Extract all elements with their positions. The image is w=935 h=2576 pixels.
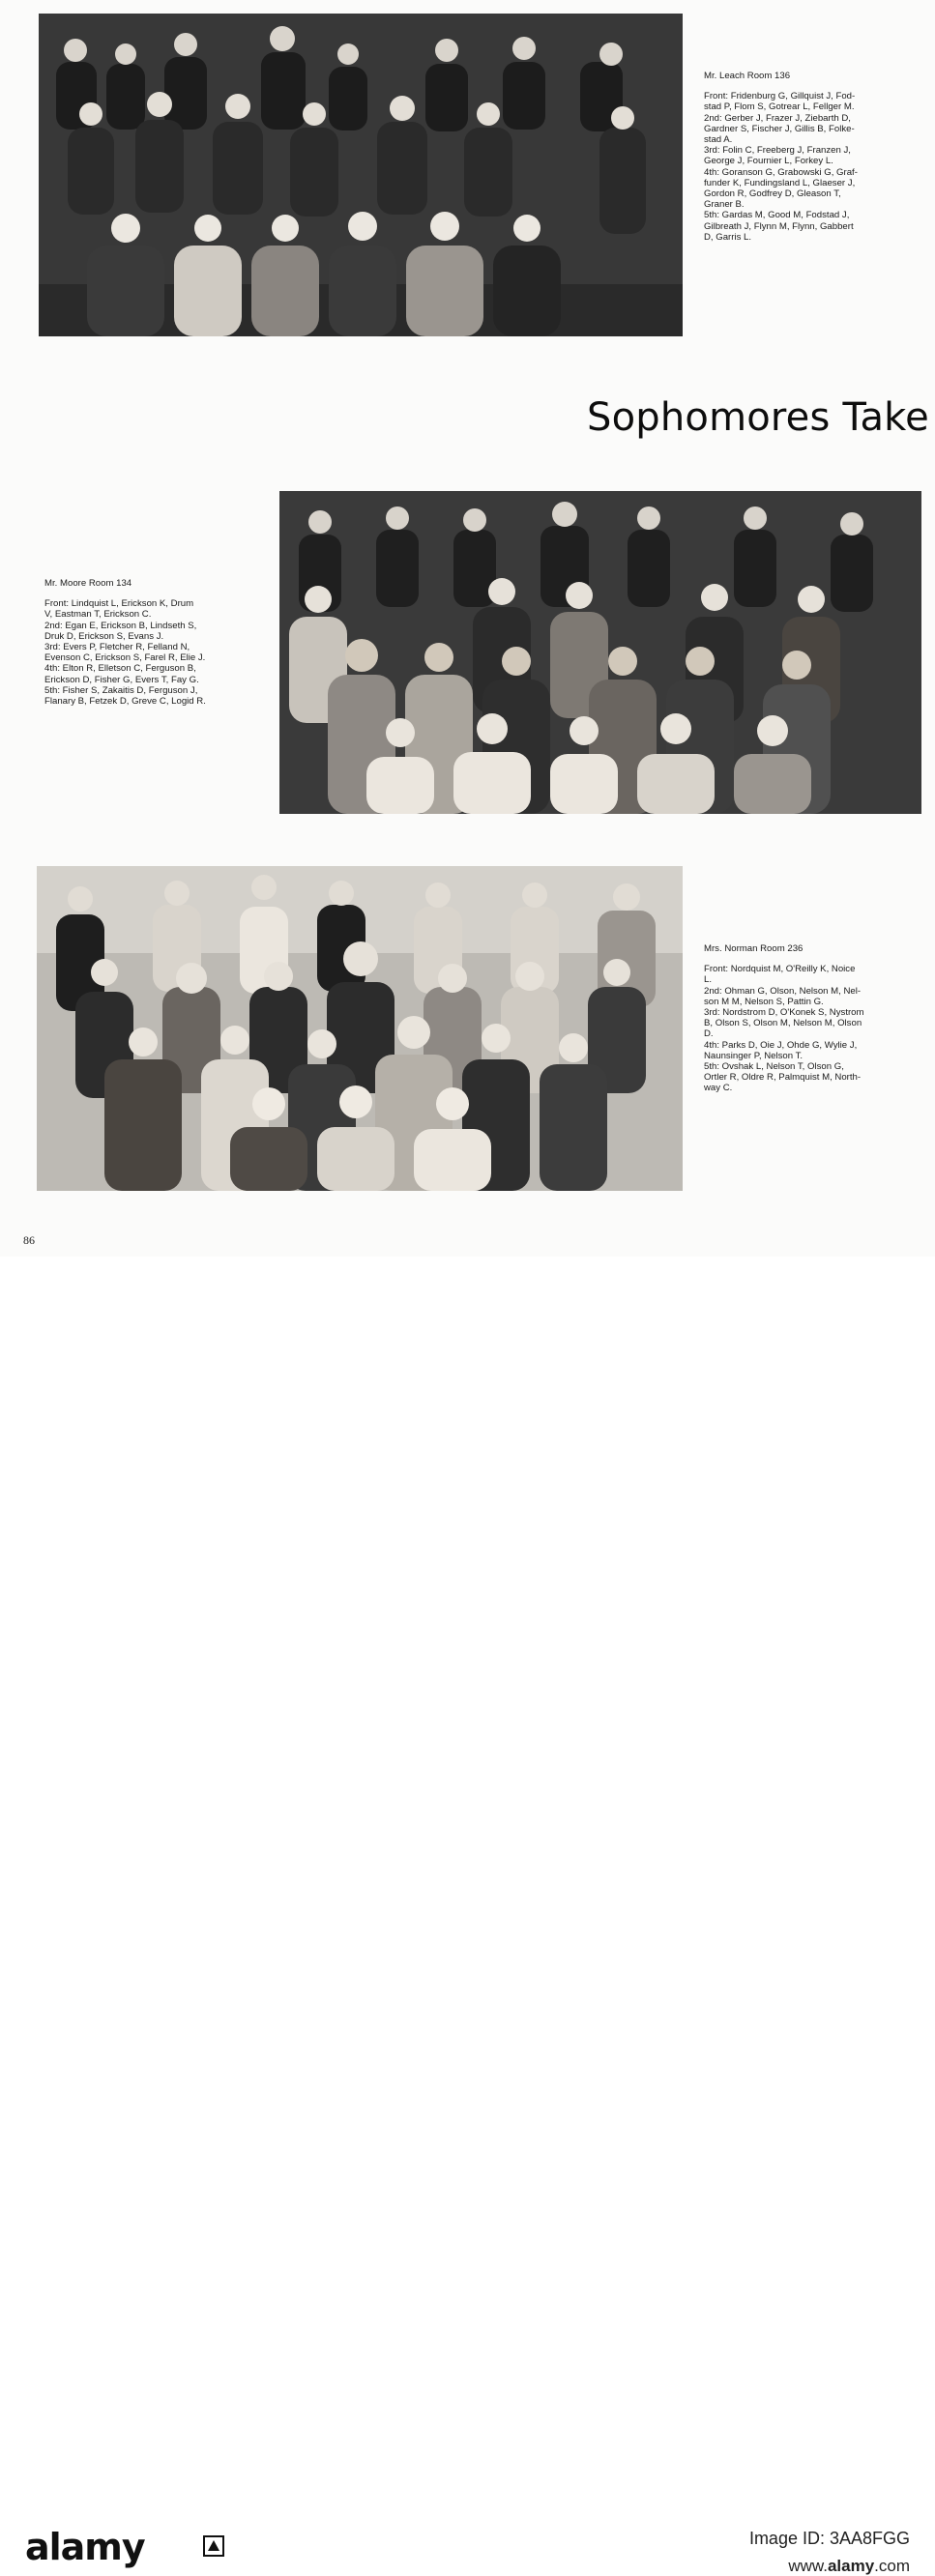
watermark-footer	[0, 1257, 935, 2575]
caption-row: B, Olson S, Olson M, Nelson M, Olson	[704, 1018, 862, 1029]
class-photo-norman	[37, 866, 683, 1191]
class-photo-moore	[279, 491, 921, 814]
caption-row: Flanary B, Fetzek D, Greve C, Logid R.	[44, 696, 206, 708]
caption-row: 4th: Elton R, Elletson C, Ferguson B,	[44, 663, 196, 675]
caption-row: funder K, Fundingsland L, Glaeser J,	[704, 177, 856, 188]
caption-row: 3rd: Folin C, Freeberg J, Franzen J,	[704, 145, 851, 157]
caption-row: V, Eastman T, Erickson C.	[44, 609, 152, 621]
caption-row: Druk D, Erickson S, Evans J.	[44, 630, 164, 642]
site-url[interactable]	[749, 2557, 910, 2576]
yearbook-page	[0, 0, 935, 1257]
url-suffix: .com	[874, 2557, 910, 2575]
caption-row: 2nd: Ohman G, Olson, Nelson M, Nel-	[704, 985, 862, 997]
caption-row: Erickson D, Fisher G, Evers T, Fay G.	[44, 674, 199, 685]
caption-row: Front: Fridenburg G, Gillquist J, Fod-	[704, 91, 856, 102]
image-id-label: Image ID: 3AA8FGG	[748, 2529, 910, 2548]
caption-row: George J, Fournier L, Forkey L.	[704, 156, 833, 167]
caption-row: Gardner S, Fischer J, Gillis B, Folke-	[704, 123, 855, 134]
url-prefix: www.	[788, 2557, 828, 2575]
caption-row: D.	[704, 1028, 714, 1040]
footer-meta	[749, 2529, 910, 2576]
caption-row: 5th: Ovshak L, Nelson T, Olson G,	[704, 1061, 844, 1073]
caption-row: Naunsinger P, Nelson T.	[704, 1050, 804, 1061]
caption-row: son M M, Nelson S, Pattin G.	[704, 996, 824, 1007]
page-heading: Sophomores Take	[587, 395, 929, 440]
caption-row: Evenson C, Erickson S, Farel R, Elie J.	[44, 652, 206, 664]
url-brand: alamy	[827, 2557, 875, 2575]
caption-row: 3rd: Evers P, Fletcher R, Felland N,	[44, 642, 190, 653]
alamy-logo-icon	[203, 2535, 224, 2557]
caption-row: 5th: Gardas M, Good M, Fodstad J,	[704, 210, 850, 221]
alamy-logo: alamy	[25, 2526, 145, 2568]
group-photo-illustration	[37, 866, 683, 1191]
caption-row: L.	[704, 974, 713, 986]
caption-row: way C.	[704, 1083, 733, 1094]
class-photo-leach	[39, 14, 683, 336]
group-photo-illustration	[279, 491, 921, 814]
caption-row: Front: Nordquist M, O'Reilly K, Noice	[704, 964, 856, 975]
caption-row: Gilbreath J, Flynn M, Flynn, Gabbert	[704, 220, 854, 232]
caption-row: 5th: Fisher S, Zakaitis D, Ferguson J,	[44, 684, 198, 696]
teacher-room-label: Mr. Leach Room 136	[704, 71, 791, 81]
caption-row: 3rd: Nordstrom D, O'Konek S, Nystrom	[704, 1007, 864, 1019]
caption-row: D, Garris L.	[704, 231, 752, 243]
caption-row: Gordon R, Godfrey D, Gleason T,	[704, 188, 841, 200]
teacher-room-label: Mrs. Norman Room 236	[704, 943, 804, 954]
caption-row: stad A.	[704, 134, 733, 146]
caption-moore	[44, 578, 273, 707]
caption-row: 4th: Parks D, Oie J, Ohde G, Wylie J,	[704, 1039, 858, 1051]
group-photo-illustration	[39, 14, 683, 336]
caption-row: stad P, Flom S, Gotrear L, Fellger M.	[704, 101, 855, 113]
caption-row: 2nd: Gerber J, Frazer J, Ziebarth D,	[704, 112, 851, 124]
caption-norman	[704, 943, 932, 1094]
caption-row: 4th: Goranson G, Grabowski G, Graf-	[704, 166, 858, 178]
caption-row: 2nd: Egan E, Erickson B, Lindseth S,	[44, 620, 197, 631]
caption-leach	[704, 71, 932, 243]
caption-row: Front: Lindquist L, Erickson K, Drum	[44, 598, 194, 610]
caption-row: Ortler R, Oldre R, Palmquist M, North-	[704, 1072, 862, 1084]
page-number: 86	[23, 1233, 35, 1247]
teacher-room-label: Mr. Moore Room 134	[44, 578, 132, 589]
caption-row: Graner B.	[704, 199, 745, 211]
